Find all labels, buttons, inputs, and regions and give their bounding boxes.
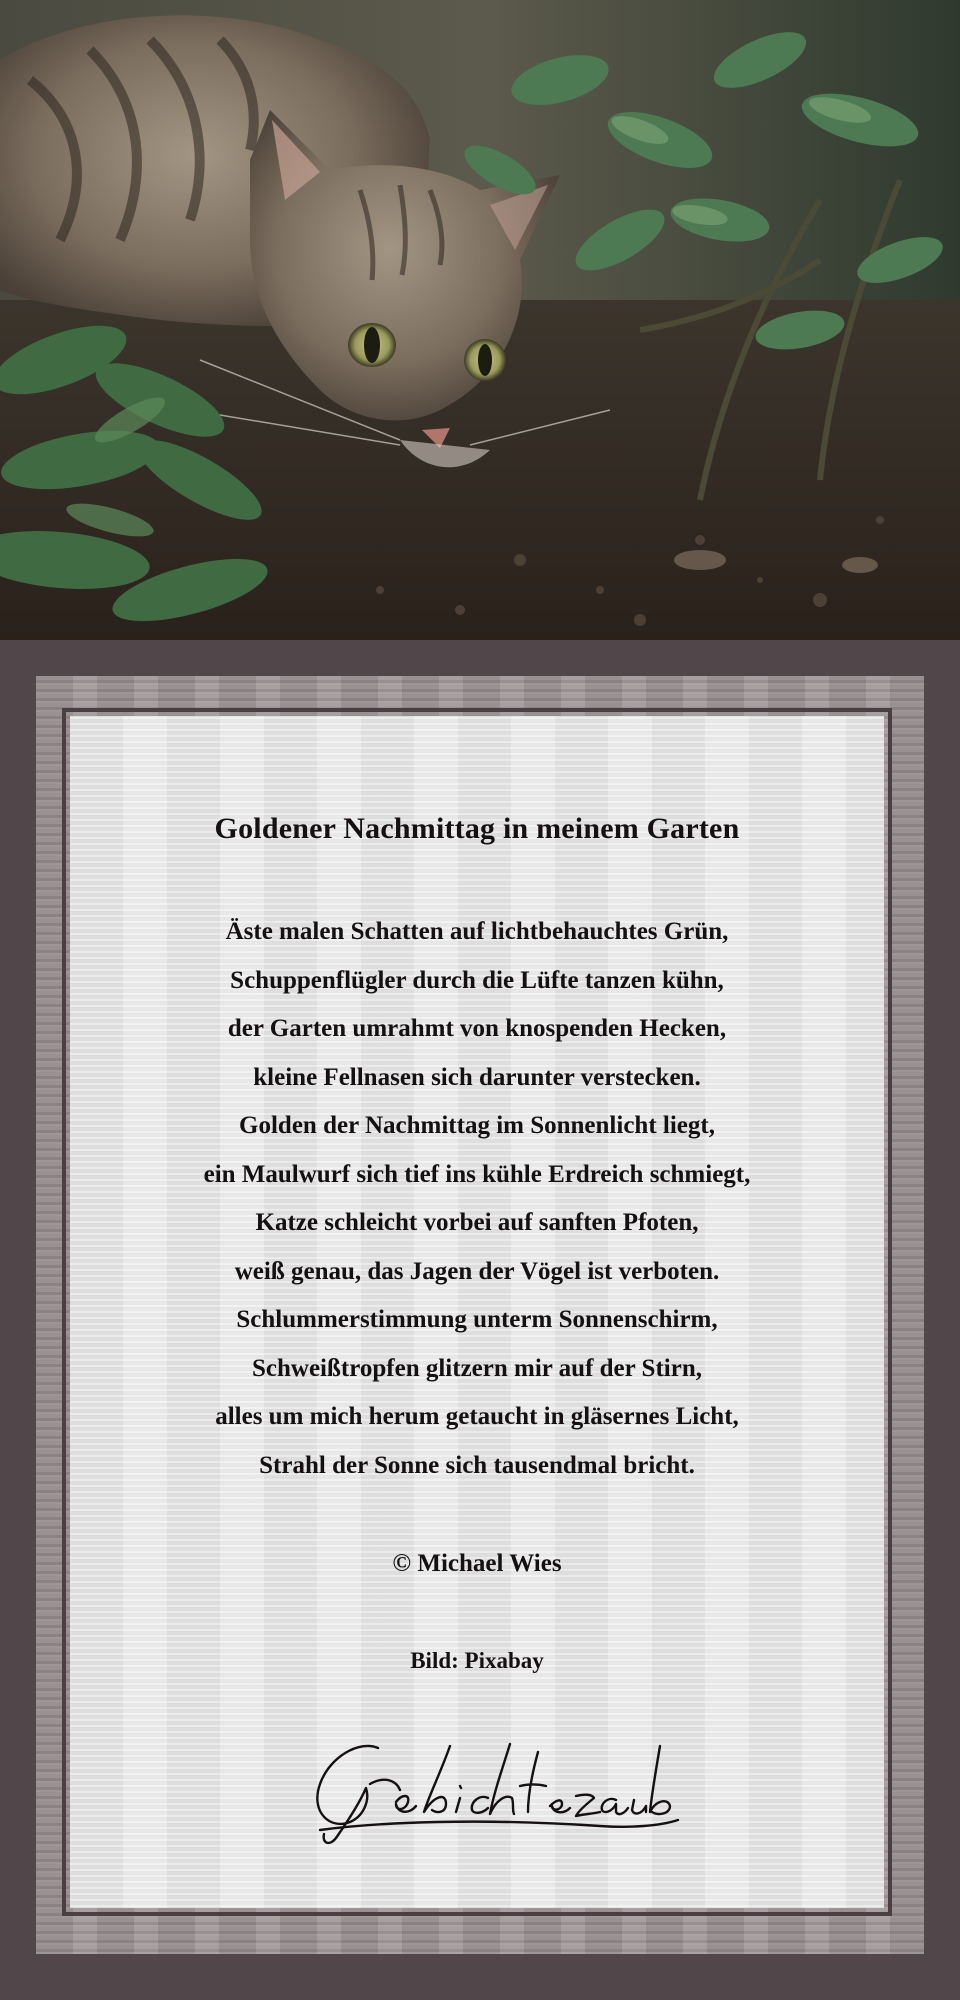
poem-line: Schweißtropfen glitzern mir auf der Stirn,: [252, 1354, 702, 1382]
poem-line: alles um mich herum getaucht in gläsernes Licht,: [215, 1403, 739, 1430]
poem-title: Goldener Nachmittag in meinem Garten: [214, 812, 740, 845]
poem-text: [70, 908, 884, 1490]
cat-garden-photo: [0, 0, 960, 640]
copyright-author: © Michael Wies: [392, 1550, 562, 1577]
image-credit: Bild: Pixabay: [410, 1648, 544, 1673]
poem-line: weiß genau, das Jagen der Vögel ist verboten.: [234, 1257, 720, 1285]
paper-panel: [70, 716, 884, 1908]
frame-border: [62, 708, 892, 1916]
poem-line: Golden der Nachmittag im Sonnenlicht liegt,: [239, 1112, 715, 1139]
poem-line: Katze schleicht vorbei auf sanften Pfoten,: [255, 1209, 699, 1236]
frame: [36, 676, 924, 1954]
poem-line: kleine Fellnasen sich darunter verstecken.: [253, 1063, 701, 1091]
poem-line: der Garten umrahmt von knospenden Hecken,: [227, 1015, 727, 1042]
gedichtezauber-signature-logo: [300, 1726, 680, 1846]
poem-line: Strahl der Sonne sich tausendmal bricht.: [259, 1451, 695, 1479]
poem-line: Äste malen Schatten auf lichtbehauchtes Grün,: [225, 918, 729, 945]
poem-line: Schlummerstimmung unterm Sonnenschirm,: [236, 1306, 718, 1333]
poem-line: Schuppenflügler durch die Lüfte tanzen kühn,: [230, 966, 724, 994]
poem-line: ein Maulwurf sich tief ins kühle Erdreich schmiegt,: [203, 1160, 751, 1188]
